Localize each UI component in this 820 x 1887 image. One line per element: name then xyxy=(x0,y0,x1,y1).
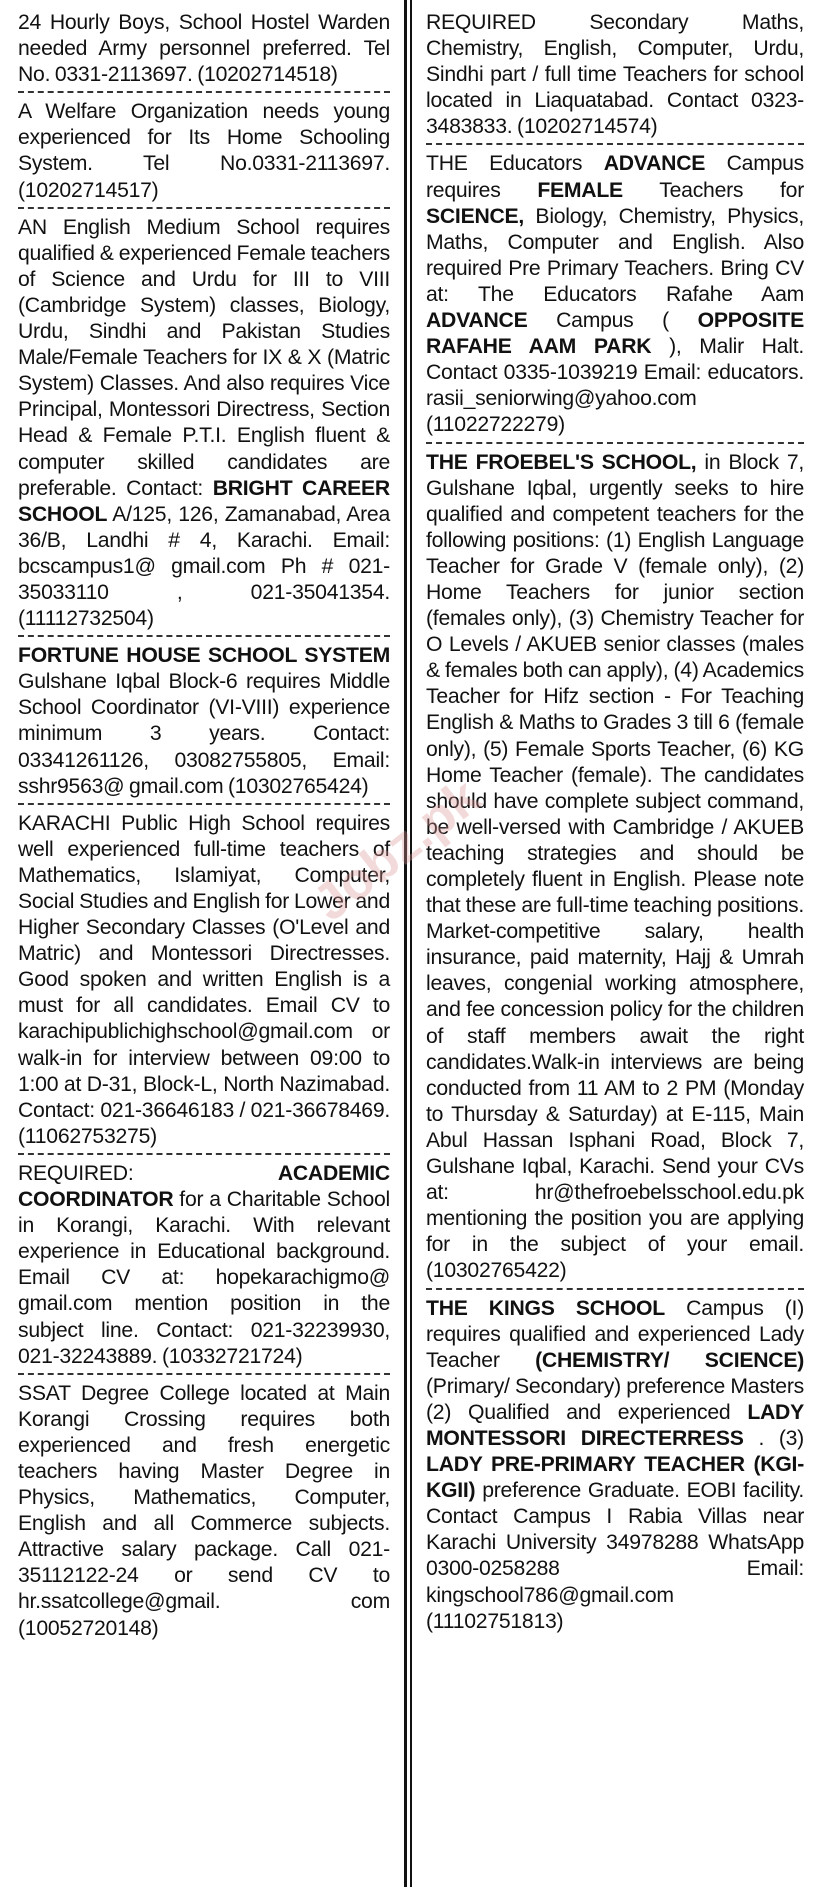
classified-ad xyxy=(18,1381,390,1642)
classified-ad xyxy=(18,99,390,203)
column-rule xyxy=(404,0,407,1887)
ad-heading: ACADEMIC COORDINATOR xyxy=(18,1161,390,1212)
ad-separator xyxy=(426,143,804,145)
ad-separator xyxy=(18,803,390,805)
ad-separator xyxy=(426,442,804,444)
ad-heading: SCIENCE, xyxy=(426,204,525,228)
ad-separator xyxy=(18,207,390,209)
ad-text: in Block 7, Gulshane Iqbal, urgently seeks to hire qualified and competent teachers for the following positions: (1) English Language Teacher for Grade V (female only), (2) Home Teachers for junior section (females only), (3) Chemistry Teacher for O Levels / AKUEB senior classes (males & females both can apply), (4) Academics Teacher for Hifz section - For Teaching English & Maths to Grades 3 till 6 (female only), (5) Female Sports Teacher, (6) KG Home Teacher (female). The candidates should have complete subject command, be well-versed with Cambridge / AKUEB teaching strategies and should be completely fluent in English. Please note that these are full-time teaching positions. Market-competitive salary, health insurance, paid maternity, Hajj & Umrah leaves, congenial working atmosphere, and fee concession policy for the children of staff members await the right candidates.Walk-in interviews are being conducted from 11 AM to 2 PM (Monday to Thursday & Saturday) at E-115, Main Abul Hassan Isphani Road, Block 7, Gulshane Iqbal, Karachi. Send your CVs at: hr@thefroebelsschool.edu.pk mentioning the position you are applying for in the subject of your email. (10302765422) xyxy=(426,450,804,1283)
ad-text: Gulshane Iqbal Block-6 requires Middle School Coordinator (VI-VIII) experience minimum 3 years. Contact: 03341261126, 03082755805, Email: sshr9563@ gmail.com (10302765424) xyxy=(18,670,390,798)
ad-heading: (CHEMISTRY/ SCIENCE) xyxy=(535,1348,805,1372)
ad-text: . (3) xyxy=(743,1426,804,1450)
ad-separator xyxy=(18,635,390,637)
ad-separator xyxy=(18,1153,390,1155)
classified-ad xyxy=(18,215,390,633)
right-column xyxy=(414,0,820,1887)
ad-text: Campus ( xyxy=(527,309,698,333)
ad-text: REQUIRED Secondary Maths, Chemistry, English, Computer, Urdu, Sindhi part / full time Teachers for school located in Liaquatabad. Contact 0323-3483833. (10202714574) xyxy=(426,11,804,139)
ad-separator xyxy=(18,91,390,93)
ad-heading: FEMALE xyxy=(537,178,623,202)
classified-ad xyxy=(426,10,804,140)
ad-text: AN English Medium School requires qualified & experienced Female teachers of Science and Urdu for III to VIII (Cambridge System) classes, Biology, Urdu, Sindhi and Pakistan Studies Male/Female Teachers for IX & X (Matric System) Classes. And also requires Vice Principal, Montessori Directress, Section Head & Female P.T.I. English fluent & computer skilled candidates are preferable. Contact: xyxy=(18,215,390,500)
ad-text: preference Graduate. EOBI facility. Contact Campus I Rabia Villas near Karachi University 34978288 WhatsApp 0300-0258288 Email: kingschool786@gmail.com (11102751813) xyxy=(426,1479,804,1633)
ad-heading: THE FROEBEL'S SCHOOL, xyxy=(426,450,697,474)
classified-ad xyxy=(426,151,804,438)
classified-ad xyxy=(18,643,390,800)
ad-text: A/125, 126, Zamanabad, Area 36/B, Landhi # 4, Karachi. Email: bcscampus1@ gmail.com Ph # 021-35033110 , 021-35041354. (11112732504) xyxy=(18,502,390,631)
classified-ad xyxy=(18,1161,390,1370)
ad-heading: ADVANCE xyxy=(603,152,706,176)
ad-heading: LADY MONTESSORI DIRECTERRESS xyxy=(426,1400,804,1450)
ad-heading: OPPOSITE RAFAHE AAM PARK xyxy=(426,309,804,359)
ad-heading: ADVANCE xyxy=(426,309,528,333)
column-rule-secondary xyxy=(410,0,412,1887)
ad-text: Teachers for xyxy=(622,178,804,202)
ad-heading: BRIGHT CAREER SCHOOL xyxy=(18,476,390,526)
ad-text: SSAT Degree College located at Main Korangi Crossing requires both experienced and fresh energetic teachers having Master Degree in Physics, Mathematics, Computer, English and all Commerce subjects. Attractive salary package. Call 021-35112122-24 or send CV to hr.ssatcollege@gmail. com (10052720148) xyxy=(18,1381,390,1640)
watermark-logo: Jobz.pk xyxy=(302,767,491,933)
ad-text: THE Educators xyxy=(426,152,604,176)
classified-ad xyxy=(18,811,390,1150)
ad-text: 24 Hourly Boys, School Hostel Warden needed Army personnel preferred. Tel No. 0331-2113697. (10202714518) xyxy=(18,11,390,87)
ad-text: Campus requires xyxy=(426,152,805,202)
ad-heading: LADY PRE-PRIMARY TEACHER (KGI-KGII) xyxy=(426,1453,804,1503)
left-column xyxy=(0,0,404,1887)
ad-text: REQUIRED: xyxy=(18,1161,278,1185)
classified-ad xyxy=(18,10,390,88)
ad-text: Biology, Chemistry, Physics, Maths, Computer and English. Also required Pre Primary Teachers. Bring CV at: The Educators Rafahe Aam xyxy=(426,204,804,306)
ad-text: for a Charitable School in Korangi, Karachi. With relevant experience in Educational background. Email CV at: hopekarachigmo@ gmail.com mention position in the subject line. Contact: 021-32239930, 021-32243889. (10332721724) xyxy=(18,1188,390,1368)
ad-text: ), Malir Halt. Contact 0335-1039219 Email: educators. rasii_seniorwing@yahoo.com (11022722279) xyxy=(426,335,804,437)
ad-separator xyxy=(426,1288,804,1290)
ad-heading: THE KINGS SCHOOL xyxy=(426,1296,665,1320)
ad-text: A Welfare Organization needs young experienced for Its Home Schooling System. Tel No.0331-2113697. (10202714517) xyxy=(18,100,390,202)
ad-text: KARACHI Public High School requires well experienced full-time teachers of Mathematics, Islamiyat, Computer, Social Studies and English for Lower and Higher Secondary Classes (O'Level and Matric) and Montessori Directresses. Good spoken and written English is a must for all candidates. Email CV to karachipublichighschool@gmail.com or walk-in for interview between 09:00 to 1:00 at D-31, Block-L, North Nazimabad. Contact: 021-36646183 / 021-36678469. (11062753275) xyxy=(18,811,390,1148)
classified-ad xyxy=(426,450,804,1285)
classified-ad xyxy=(426,1296,804,1635)
ad-text: Campus (I) requires qualified and experienced Lady Teacher xyxy=(426,1296,804,1372)
ad-heading: FORTUNE HOUSE SCHOOL SYSTEM xyxy=(18,644,390,668)
ad-separator xyxy=(18,1373,390,1375)
ad-text: (Primary/ Secondary) preference Masters (2) Qualified and experienced xyxy=(426,1374,804,1424)
